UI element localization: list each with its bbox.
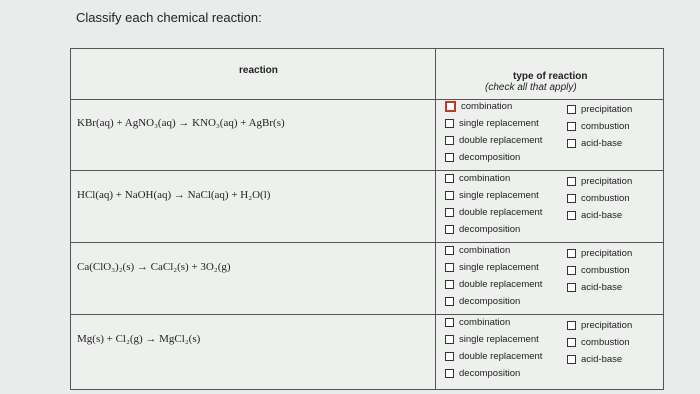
option-label: precipitation	[581, 320, 633, 331]
option-label: double replacement	[459, 135, 543, 146]
option-label: combination	[461, 101, 513, 112]
header-type-note: (check all that apply)	[485, 82, 577, 93]
header-reaction: reaction	[239, 65, 278, 76]
checkbox[interactable]	[445, 246, 454, 255]
combustion-option[interactable]	[567, 265, 630, 276]
checkbox[interactable]	[567, 122, 576, 131]
option-label: single replacement	[459, 190, 539, 201]
checkbox[interactable]	[567, 338, 576, 347]
double-replacement-option[interactable]	[445, 351, 542, 362]
checkbox[interactable]	[567, 266, 576, 275]
reaction-type-options	[445, 101, 660, 169]
reaction-equation: HCl(aq) + NaOH(aq) → NaCl(aq) + H₂O(l)	[77, 189, 271, 201]
option-label: single replacement	[459, 262, 539, 273]
decomposition-option[interactable]	[445, 224, 520, 235]
option-label: combustion	[581, 193, 630, 204]
combination-option[interactable]	[445, 173, 510, 184]
combustion-option[interactable]	[567, 337, 630, 348]
checkbox[interactable]	[445, 174, 454, 183]
double-replacement-option[interactable]	[445, 135, 542, 146]
checkbox[interactable]	[445, 208, 454, 217]
combination-option[interactable]	[445, 101, 512, 112]
combustion-option[interactable]	[567, 121, 630, 132]
table-row	[71, 243, 663, 315]
option-label: single replacement	[459, 334, 539, 345]
option-label: combination	[459, 317, 511, 328]
option-label: double replacement	[459, 207, 543, 218]
option-label: decomposition	[459, 152, 521, 163]
option-label: acid-base	[581, 210, 623, 221]
option-label: single replacement	[459, 118, 539, 129]
double-replacement-option[interactable]	[445, 207, 542, 218]
acid-base-option[interactable]	[567, 138, 622, 149]
reaction-type-options	[445, 245, 660, 313]
checkbox[interactable]	[445, 225, 454, 234]
checkbox[interactable]	[445, 119, 454, 128]
prompt-text: Classify each chemical reaction:	[76, 10, 262, 25]
table-row	[71, 99, 663, 171]
table-row	[71, 315, 663, 387]
option-label: precipitation	[581, 176, 633, 187]
table-header	[71, 49, 663, 100]
table-row	[71, 171, 663, 243]
single-replacement-option[interactable]	[445, 262, 539, 273]
acid-base-option[interactable]	[567, 354, 622, 365]
option-label: combustion	[581, 265, 630, 276]
checkbox[interactable]	[567, 211, 576, 220]
checkbox[interactable]	[445, 101, 456, 112]
checkbox[interactable]	[567, 283, 576, 292]
combination-option[interactable]	[445, 317, 510, 328]
double-replacement-option[interactable]	[445, 279, 542, 290]
option-label: combination	[459, 173, 511, 184]
checkbox[interactable]	[445, 136, 454, 145]
acid-base-option[interactable]	[567, 282, 622, 293]
option-label: decomposition	[459, 224, 521, 235]
reaction-type-options	[445, 317, 660, 385]
checkbox[interactable]	[445, 352, 454, 361]
acid-base-option[interactable]	[567, 210, 622, 221]
single-replacement-option[interactable]	[445, 334, 539, 345]
header-type-title: type of reaction	[513, 71, 588, 82]
decomposition-option[interactable]	[445, 368, 520, 379]
precipitation-option[interactable]	[567, 248, 632, 259]
option-label: double replacement	[459, 279, 543, 290]
checkbox[interactable]	[567, 321, 576, 330]
checkbox[interactable]	[445, 318, 454, 327]
reaction-type-options	[445, 173, 660, 241]
option-label: acid-base	[581, 354, 623, 365]
option-label: combustion	[581, 121, 630, 132]
decomposition-option[interactable]	[445, 296, 520, 307]
option-label: decomposition	[459, 296, 521, 307]
reaction-equation: Mg(s) + Cl₂(g) → MgCl₂(s)	[77, 333, 201, 345]
checkbox[interactable]	[445, 191, 454, 200]
checkbox[interactable]	[445, 280, 454, 289]
checkbox[interactable]	[445, 297, 454, 306]
option-label: double replacement	[459, 351, 543, 362]
checkbox[interactable]	[567, 177, 576, 186]
option-label: precipitation	[581, 104, 633, 115]
checkbox[interactable]	[567, 194, 576, 203]
option-label: precipitation	[581, 248, 633, 259]
combination-option[interactable]	[445, 245, 510, 256]
single-replacement-option[interactable]	[445, 118, 539, 129]
option-label: combustion	[581, 337, 630, 348]
precipitation-option[interactable]	[567, 320, 632, 331]
decomposition-option[interactable]	[445, 152, 520, 163]
option-label: acid-base	[581, 282, 623, 293]
reaction-equation: KBr(aq) + AgNO₃(aq) → KNO₃(aq) + AgBr(s)	[77, 117, 285, 129]
precipitation-option[interactable]	[567, 104, 632, 115]
checkbox[interactable]	[567, 355, 576, 364]
reaction-table	[70, 48, 664, 390]
single-replacement-option[interactable]	[445, 190, 539, 201]
checkbox[interactable]	[445, 369, 454, 378]
combustion-option[interactable]	[567, 193, 630, 204]
reaction-equation: Ca(ClO₃)₂(s) → CaCl₂(s) + 3O₂(g)	[77, 261, 231, 273]
checkbox[interactable]	[567, 249, 576, 258]
option-label: combination	[459, 245, 511, 256]
checkbox[interactable]	[445, 153, 454, 162]
option-label: acid-base	[581, 138, 623, 149]
checkbox[interactable]	[445, 263, 454, 272]
checkbox[interactable]	[567, 105, 576, 114]
checkbox[interactable]	[567, 139, 576, 148]
header-type	[485, 71, 625, 93]
checkbox[interactable]	[445, 335, 454, 344]
option-label: decomposition	[459, 368, 521, 379]
precipitation-option[interactable]	[567, 176, 632, 187]
